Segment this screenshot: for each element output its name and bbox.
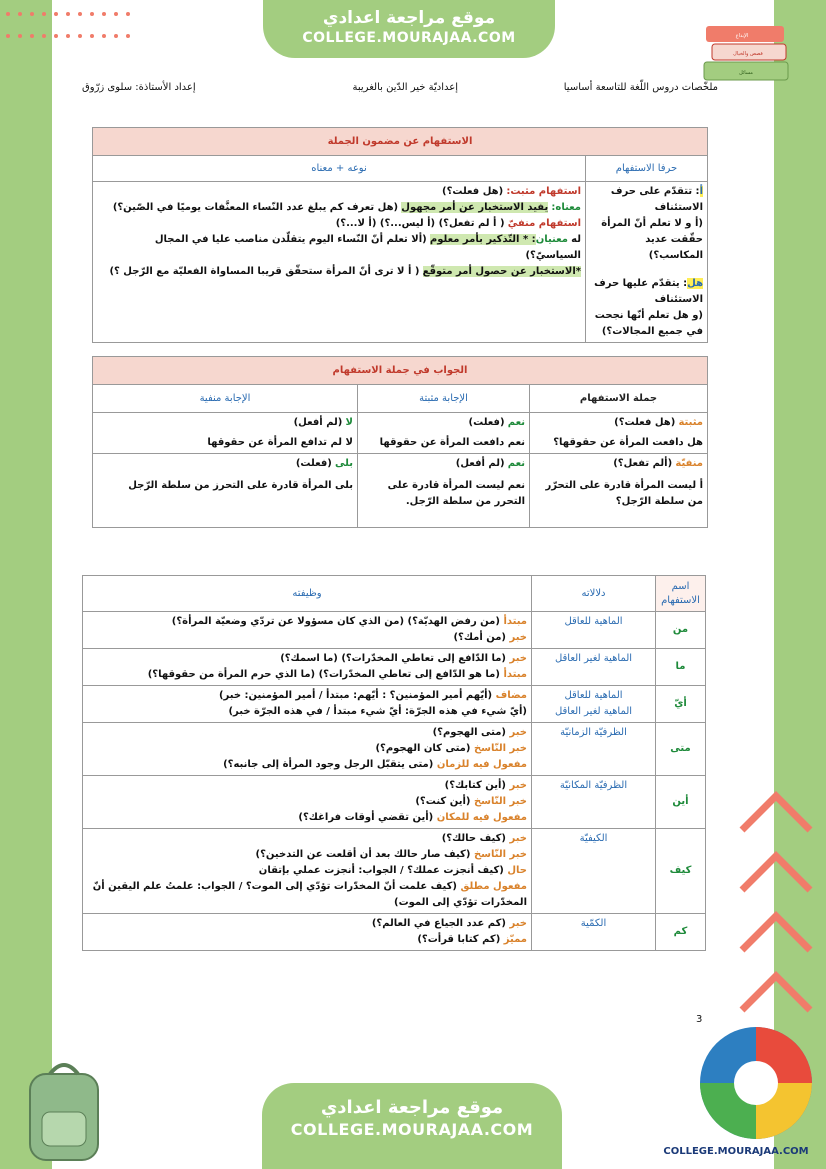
books-stack-icon [702,18,792,88]
grammar-role: مبتدأ [503,669,527,680]
header-course: ملخّصات دروس اللّغة للتاسعة أساسيا [563,82,718,93]
table1-col-type: نوعه + معناه [93,156,586,182]
example-text: (كيف حالك؟) [441,833,506,844]
table3-row [83,829,706,914]
bottom-banner[interactable] [262,1083,562,1169]
table3-row [83,914,706,951]
function-cell [83,686,532,723]
interrogative-noun: ما [656,649,706,686]
table2-col-positive: الإجابة مثبتة [358,385,530,413]
semantics-value: الماهية لغير العاقل [554,706,633,717]
function-cell [83,776,532,829]
semantics-cell [532,723,656,776]
book-spine-2: فصص والخيال [733,51,763,57]
function-line [87,831,527,847]
grammar-role: مفعول فيه للمكان [436,812,527,823]
function-line [87,688,527,704]
grammar-role: مميّز [503,934,527,945]
example-text: (كيف علمت أنّ المخدّرات تؤدّي إلى الموت؟ / الجواب: علمتُ علم اليقين أنّ المخدّرات تؤدّي إلى الموت) [92,881,527,908]
interrogative-noun: كيف [656,829,706,914]
grammar-role: خبر [509,727,527,738]
grammar-role: خبر [509,780,527,791]
function-cell [83,829,532,914]
example-text: (أيّ شيء في هذه الجرّة: أيّ شيء مبتدأ / في هذه الجرّة خبر) [228,706,527,717]
table3-row [83,776,706,829]
grammar-role: خبر [509,833,527,844]
semantics-cell [532,612,656,649]
semantics-value: الماهية لغير العاقل [554,653,633,664]
function-line [87,794,527,810]
table2-r1-question: مثبتة (هل فعلت؟) هل دافعت المرأة عن حقوقها؟ [530,413,708,454]
interrogative-noun: متى [656,723,706,776]
table2-col-negative: الإجابة منفية [93,385,358,413]
interrogative-noun: أيّ [656,686,706,723]
function-line [87,651,527,667]
function-line [87,778,527,794]
semantics-cell [532,776,656,829]
chevron-up-icon [738,850,814,894]
grammar-role: مفعول فيه للزمان [436,759,527,770]
table3-body [83,612,706,951]
chevron-up-icon [738,970,814,1014]
semantics-value: الكيفيّة [579,833,608,844]
function-line [87,932,527,948]
table3-row [83,723,706,776]
table1-col-letters: حرفا الاستفهام [586,156,708,182]
semantics-cell [532,914,656,951]
example-text: (كيف أنجزت عملك؟ / الجواب: أنجزت عملي بإتقان [258,865,504,876]
function-cell [83,723,532,776]
grammar-role: مضاف [495,690,527,701]
bottom-banner-arabic: موقع مراجعة اعدادي [320,1097,504,1118]
document-header [82,82,718,100]
function-line [87,725,527,741]
grammar-role: خبر النّاسخ [473,743,527,754]
function-line [87,614,527,630]
semantics-value: الكمّية [580,918,607,929]
table3-col-semantics: دلالاته [532,576,656,612]
book-spine-1: الإبداع [735,33,749,39]
semantics-value: الماهية للعاقل [564,690,623,701]
function-line [87,630,527,646]
function-line [87,863,527,879]
grammar-role: خبر [509,632,527,643]
education-circle-logo [696,1024,816,1142]
semantics-value: الماهية للعاقل [564,616,623,627]
book-spine-3: مسائل [739,70,753,76]
function-line [87,879,527,911]
example-text: (ما هو الدّافع إلى تعاطي المخدّرات؟) (ما الذي حرم المرأة من حقوقها؟) [147,669,500,680]
semantics-value: الظرفيّة الزمانيّة [560,727,627,738]
example-text: (أين كتابك؟) [444,780,506,791]
table3-row [83,649,706,686]
table3-row [83,612,706,649]
grammar-role: مبتدأ [503,616,527,627]
content-question-table [92,127,708,343]
semantics-cell [532,829,656,914]
grammar-role: خبر [509,653,527,664]
grammar-role: خبر [509,918,527,929]
banner-site-url[interactable]: COLLEGE.MOURAJAA.COM [302,30,516,46]
table2-r2-question: منفيّة (ألم تفعل؟) أ ليست المرأة قادرة على التحرّر من سلطة الرّجل؟ [530,454,708,528]
table2-r1-negative: لا (لم أفعل) لا لم تدافع المرأة عن حقوقها [93,413,358,454]
example-text: (من أمك؟) [453,632,506,643]
page-number: 3 [696,1014,703,1025]
interrogative-noun: أين [656,776,706,829]
function-line [87,667,527,683]
table3-col-function: وظيفته [83,576,532,612]
table2-col-question: جملة الاستفهام [530,385,708,413]
function-line [87,741,527,757]
grammar-role: خبر النّاسخ [473,796,527,807]
decorative-dots [6,12,206,56]
backpack-icon [16,1054,112,1164]
table2-r2-positive: نعم (لم أفعل) نعم ليست المرأة قادرة على التحرر من سلطة الرّجل. [358,454,530,528]
top-banner[interactable] [263,0,555,58]
example-text: (ما الدّافع إلى تعاطي المخدّرات؟) (ما اسمك؟) [280,653,506,664]
interrogative-noun: من [656,612,706,649]
example-text: (متى كان الهجوم؟) [375,743,471,754]
function-line [87,847,527,863]
bottom-banner-url[interactable]: COLLEGE.MOURAJAA.COM [290,1120,534,1139]
interrogative-nouns-table [82,575,706,951]
header-school: إعداديّة خير الدّين بالغريبة [352,82,458,93]
example-text: (كم عدد الجياع في العالم؟) [371,918,506,929]
example-text: (متى يتقبّل الرجل وجود المرأة إلى جانبه؟) [223,759,434,770]
table2-r2-negative: بلى (فعلت) بلى المرأة قادرة على التحرز من سلطة الرّجل [93,454,358,528]
function-cell [83,649,532,686]
table3-row [83,686,706,723]
logo-caption[interactable]: COLLEGE.MOURAJAA.COM [663,1146,809,1157]
example-text: (أين تقضي أوقات فراغك؟) [298,812,434,823]
example-text: (أين كنت؟) [415,796,471,807]
table1-title: الاستفهام عن مضمون الجملة [93,128,708,156]
function-cell [83,612,532,649]
chevron-up-icon [738,910,814,954]
example-text: (متى الهجوم؟) [432,727,506,738]
table3-col-name: اسم الاستفهام [656,576,706,612]
function-line [87,916,527,932]
example-text: (كم كتابا قرأت؟) [417,934,501,945]
chevron-up-icon [738,790,814,834]
function-line [87,810,527,826]
table2-title: الجواب في جملة الاستفهام [93,357,708,385]
function-line [87,704,527,720]
semantics-value: الظرفيّة المكانيّة [559,780,628,791]
grammar-role: حال [507,865,527,876]
semantics-cell [532,686,656,723]
example-text: (من رفض الهديّة؟) (من الذي كان مسؤولا عن تردّي وضعيّة المرأة؟) [171,616,500,627]
semantics-cell [532,649,656,686]
banner-arabic-title: موقع مراجعة اعدادي [322,8,496,28]
answer-table [92,356,708,528]
function-cell [83,914,532,951]
grammar-role: مفعول مطلق [460,881,527,892]
grammar-role: خبر النّاسخ [473,849,527,860]
table2-r1-positive: نعم (فعلت) نعم دافعت المرأة عن حقوقها [358,413,530,454]
function-line [87,757,527,773]
header-teacher: إعداد الأستاذة: سلوى زرّوق [82,82,196,93]
interrogative-noun: كم [656,914,706,951]
table1-letters-cell: أ: تتقدّم على حرف الاستئناف (أ و لا تعلم أنّ المرأة حقّقت عديد المكاسب؟) هل: يتقدّم عليها حرف الاستئناف (و هل تعلم أنّها نجحت في جميع المجالات؟) [586,182,708,343]
example-text: (أيّهم أمير المؤمنين؟ : أيّهم: مبتدأ / أمير المؤمنين: خبر) [218,690,493,701]
example-text: (كيف صار حالك بعد أن أقلعت عن التدخين؟) [255,849,471,860]
table1-type-cell: استفهام مثبت: (هل فعلت؟) معناه: يفيد الاستخبار عن أمر مجهول (هل تعرف كم يبلغ عدد النّساء المعنَّفات يوميًا في الصّين؟) استفهام منفيّ ( أ لم تفعل؟) (أ ليس...؟) (أ لا...؟) له معنيان: * التّذكير بأمر معلوم (ألا تعلم أنّ النّساء اليوم يتقلّدن مناصب عليا في المجال السياسيّ؟) *الاستخبار عن حصول أمر متوقّع ( أ لا ترى أنّ المرأة ستحقّق قريبا المساواة الفعليّة مع الرّجل ؟) [93,182,586,343]
